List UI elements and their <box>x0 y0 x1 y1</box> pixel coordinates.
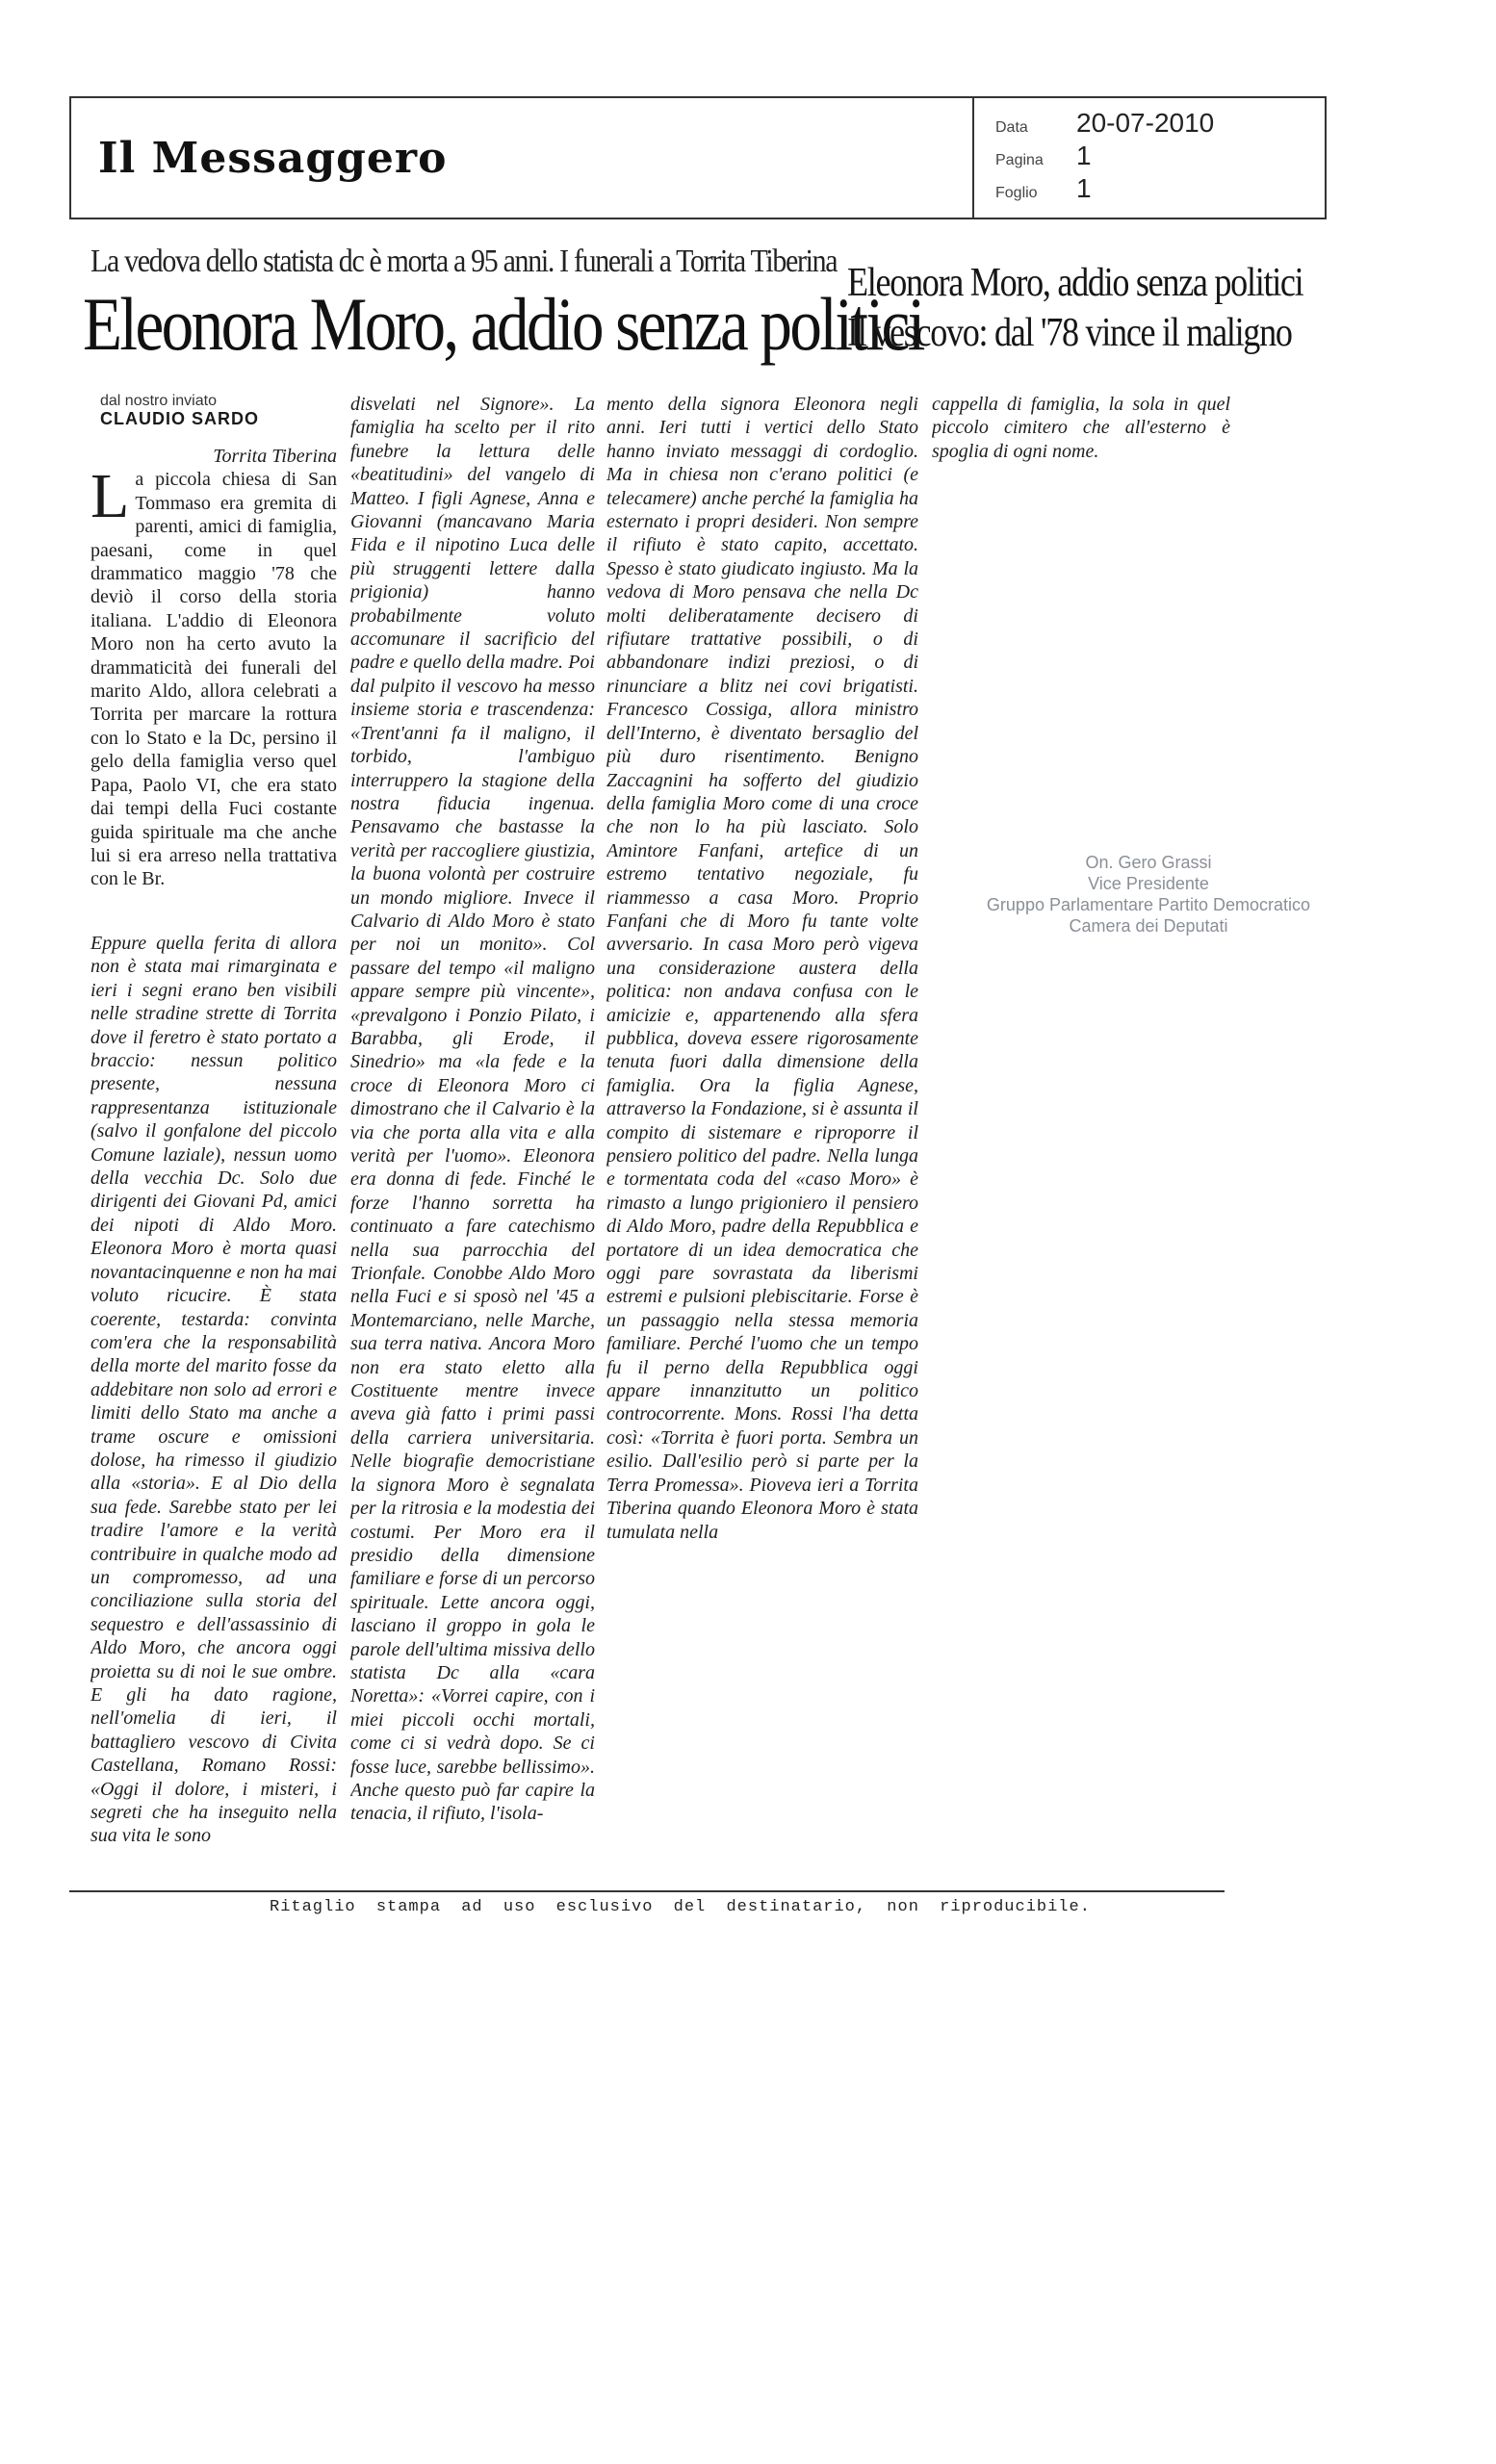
sidebar-title-line-2: Il vescovo: dal '78 vince il maligno <box>847 311 1292 355</box>
article-column-2-text: disvelati nel Signore». La famiglia ha scelto per il rito funebre la lettura delle «beatitudini» del vangelo di Matteo. I figli Agnese, Anna e Giovanni (mancavano Maria Fida e il nipotino Luca delle più struggenti lettere dalla prigionia) hanno probabilmente voluto accomunare il sacrificio del padre e quello della madre. Poi dal pulpito il vescovo ha messo insieme storia e trascendenza: «Trent'anni fa il maligno, il torbido, l'ambiguo interruppero la stagione della nostra fiducia ingenua. Pensavamo che bastasse la verità per raccogliere giustizia, la buona volontà per costruire un mondo migliore. Invece il Calvario di Aldo Moro è stato per noi un monito». Col passare del tempo «il maligno appare sempre più vincente», «prevalgono i Ponzio Pilato, i Barabba, gli Erode, il Sinedrio» ma «la fede e la croce di Eleonora Moro ci dimostrano che il Calvario è la via che porta alla vita e alla verità per l'uomo». Eleonora era donna di fede. Finché le forze l'hanno sorretta ha continuato a fare catechismo nella sua parrocchia del Trionfale. Conobbe Aldo Moro nella Fuci e si sposò nel '45 a Montemarciano, nelle Marche, sua terra nativa. Ancora Moro non era stato eletto alla Costituente mentre invece aveva già fatto i primi passi della carriera universitaria. Nelle biografie democristiane la signora Moro è segnalata per la ritrosia e la modestia dei costumi. Per Moro era il presidio della dimensione familiare e forse di un percorso spirituale. Lette ancora oggi, lasciano il groppo in gola le parole dell'ultima missiva dello statista Dc alla «cara Noretta»: «Vorrei capire, con i miei piccoli occhi mortali, come ci si vedrà dopo. Se ci fosse luce, sarebbe bellissimo». Anche questo può far capire la tenacia, il rifiuto, l'isola- <box>350 394 595 1825</box>
stamp-name: On. Gero Grassi <box>1085 853 1212 872</box>
meta-page-value: 1 <box>1076 141 1092 170</box>
footer-notice: Ritaglio stampa ad uso esclusivo del destinatario, non riproducibile. <box>270 1898 1091 1916</box>
byline-author: CLAUDIO SARDO <box>100 409 259 428</box>
sidebar-title-line-1: Eleonora Moro, addio senza politici <box>847 261 1303 305</box>
article-column-3 <box>606 393 918 1894</box>
article-lead-paragraph: La piccola chiesa di San Tommaso era gremita di parenti, amici di famiglia, paesani, come in quel drammatico maggio '78 che deviò il corso della storia italiana. L'addio di Eleonora Moro non ha certo avuto la drammaticità dei funerali del marito Aldo, allora celebrati a Torrita per marcare la rottura con lo Stato e la Dc, persino il gelo della famiglia verso quel Papa, Paolo VI, che era stato dai tempi della Fuci costante guida spirituale ma che anche lui si era arreso nella trattativa con le Br. <box>90 461 337 890</box>
article-column-1-intro <box>90 445 337 916</box>
meta-page-label: Pagina <box>995 152 1044 168</box>
article-column-1 <box>90 932 337 1894</box>
stamp-chamber: Camera dei Deputati <box>1069 916 1228 936</box>
stamp-group: Gruppo Parlamentare Partito Democratico <box>986 895 1311 914</box>
meta-date <box>995 108 1313 141</box>
article-headline: Eleonora Moro, addio senza politici <box>83 282 923 366</box>
byline-prefix: dal nostro inviato <box>100 393 217 409</box>
stamp-role: Vice Presidente <box>1088 874 1209 893</box>
article-column-2 <box>350 393 595 1894</box>
article-column-1-text: Eppure quella ferita di allora non è stata mai rimarginata e ieri i segni erano ben visibili nelle stradine strette di Torrita dove il feretro è stato portato a braccio: nessun politico presente, nessuna rappresentanza istituzionale (salvo il gonfalone del piccolo Comune laziale), nessun uomo della vecchia Dc. Solo due dirigenti dei Giovani Pd, amici dei nipoti di Aldo Moro. Eleonora Moro è morta quasi novantacinquenne e non ha mai voluto ricucire. È stata coerente, testarda: convinta com'era che la responsabilità della morte del marito fosse da addebitare non solo ad errori e limiti dello Stato ma anche a trame oscure e omissioni dolose, ha rimesso il giudizio alla «storia». E al Dio della sua fede. Sarebbe stato per lei tradire l'amore e la verità contribuire in qualche modo ad un compromesso, ad una conciliazione sulla storia del sequestro e dell'assassinio di Aldo Moro, che ancora oggi proietta su di noi le sue ombre. E gli ha dato ragione, nell'omelia di ieri, il battagliero vescovo di Civita Castellana, Romano Rossi: «Oggi il dolore, i misteri, i segreti che ha inseguito nella sua vita le sono <box>90 933 337 1847</box>
meta-sheet-value: 1 <box>1076 173 1092 203</box>
meta-date-value: 20-07-2010 <box>1076 108 1215 138</box>
article-kicker: La vedova dello statista dc è morta a 95 anni. I funerali a Torrita Tiberina <box>90 244 838 279</box>
sidebar-title <box>847 258 1303 358</box>
footer-divider <box>69 1890 1225 1892</box>
dateline-place: Torrita Tiberina <box>213 446 337 467</box>
document-metadata <box>995 108 1313 206</box>
newspaper-masthead: Il Messaggero <box>71 98 974 218</box>
byline <box>100 393 331 427</box>
meta-date-label: Data <box>995 119 1028 136</box>
meta-sheet <box>995 173 1313 206</box>
parliament-stamp <box>941 852 1355 937</box>
article-column-4-text: cappella di famiglia, la sola in quel piccolo cimitero che all'esterno è spoglia di ogni nome. <box>932 394 1230 462</box>
meta-page <box>995 141 1313 173</box>
article-column-4 <box>932 393 1230 489</box>
article-column-3-text: mento della signora Eleonora negli anni. Ieri tutti i vertici dello Stato hanno inviato messaggi di cordoglio. Ma in chiesa non c'erano politici (e telecamere) anche perché la famiglia ha esternato i propri desideri. Non sempre il rifiuto è stato capito, accettato. Spesso è stato giudicato ingiusto. Ma la vedova di Moro pensava che nella Dc molti deliberatamente decisero di rifiutare trattative possibili, o di abbandonare indizi preziosi, o di rinunciare a blitz nei covi brigatisti. Francesco Cossiga, allora ministro dell'Interno, è diventato bersaglio del più duro risentimento. Benigno Zaccagnini ha sofferto del giudizio della famiglia Moro come di una croce che non lo ha più lasciato. Solo Amintore Fanfani, artefice di un estremo tentativo negoziale, fu riammesso a casa Moro. Proprio Fanfani che di Moro fu tante volte avversario. In casa Moro però vigeva una considerazione austera della politica: non andava confusa con le amicizie e, appartenendo alla sfera pubblica, doveva essere rigorosamente tenuta fuori dalla dimensione della famiglia. Ora la figlia Agnese, attraverso la Fondazione, si è assunta il compito di sistemare e riproporre il pensiero politico del padre. Nella lunga e tormentata coda del «caso Moro» è rimasto a lungo prigioniero il pensiero di Aldo Moro, padre della Repubblica e portatore di un idea democratica che oggi pare sovrastata da liberismi estremi e pulsioni plebiscitarie. Forse è un passaggio nella stessa memoria familiare. Perché l'uomo che un tempo fu il perno della Repubblica oggi appare innanzitutto un politico controcorrente. Mons. Rossi l'ha detta così: «Torrita è fuori porta. Sembra un esilio. Dall'esilio però si parte per la Terra Promessa». Pioveva ieri a Torrita Tiberina quando Eleonora Moro è stata tumulata nella <box>606 394 918 1543</box>
document-header <box>69 96 1327 219</box>
meta-sheet-label: Foglio <box>995 185 1038 201</box>
